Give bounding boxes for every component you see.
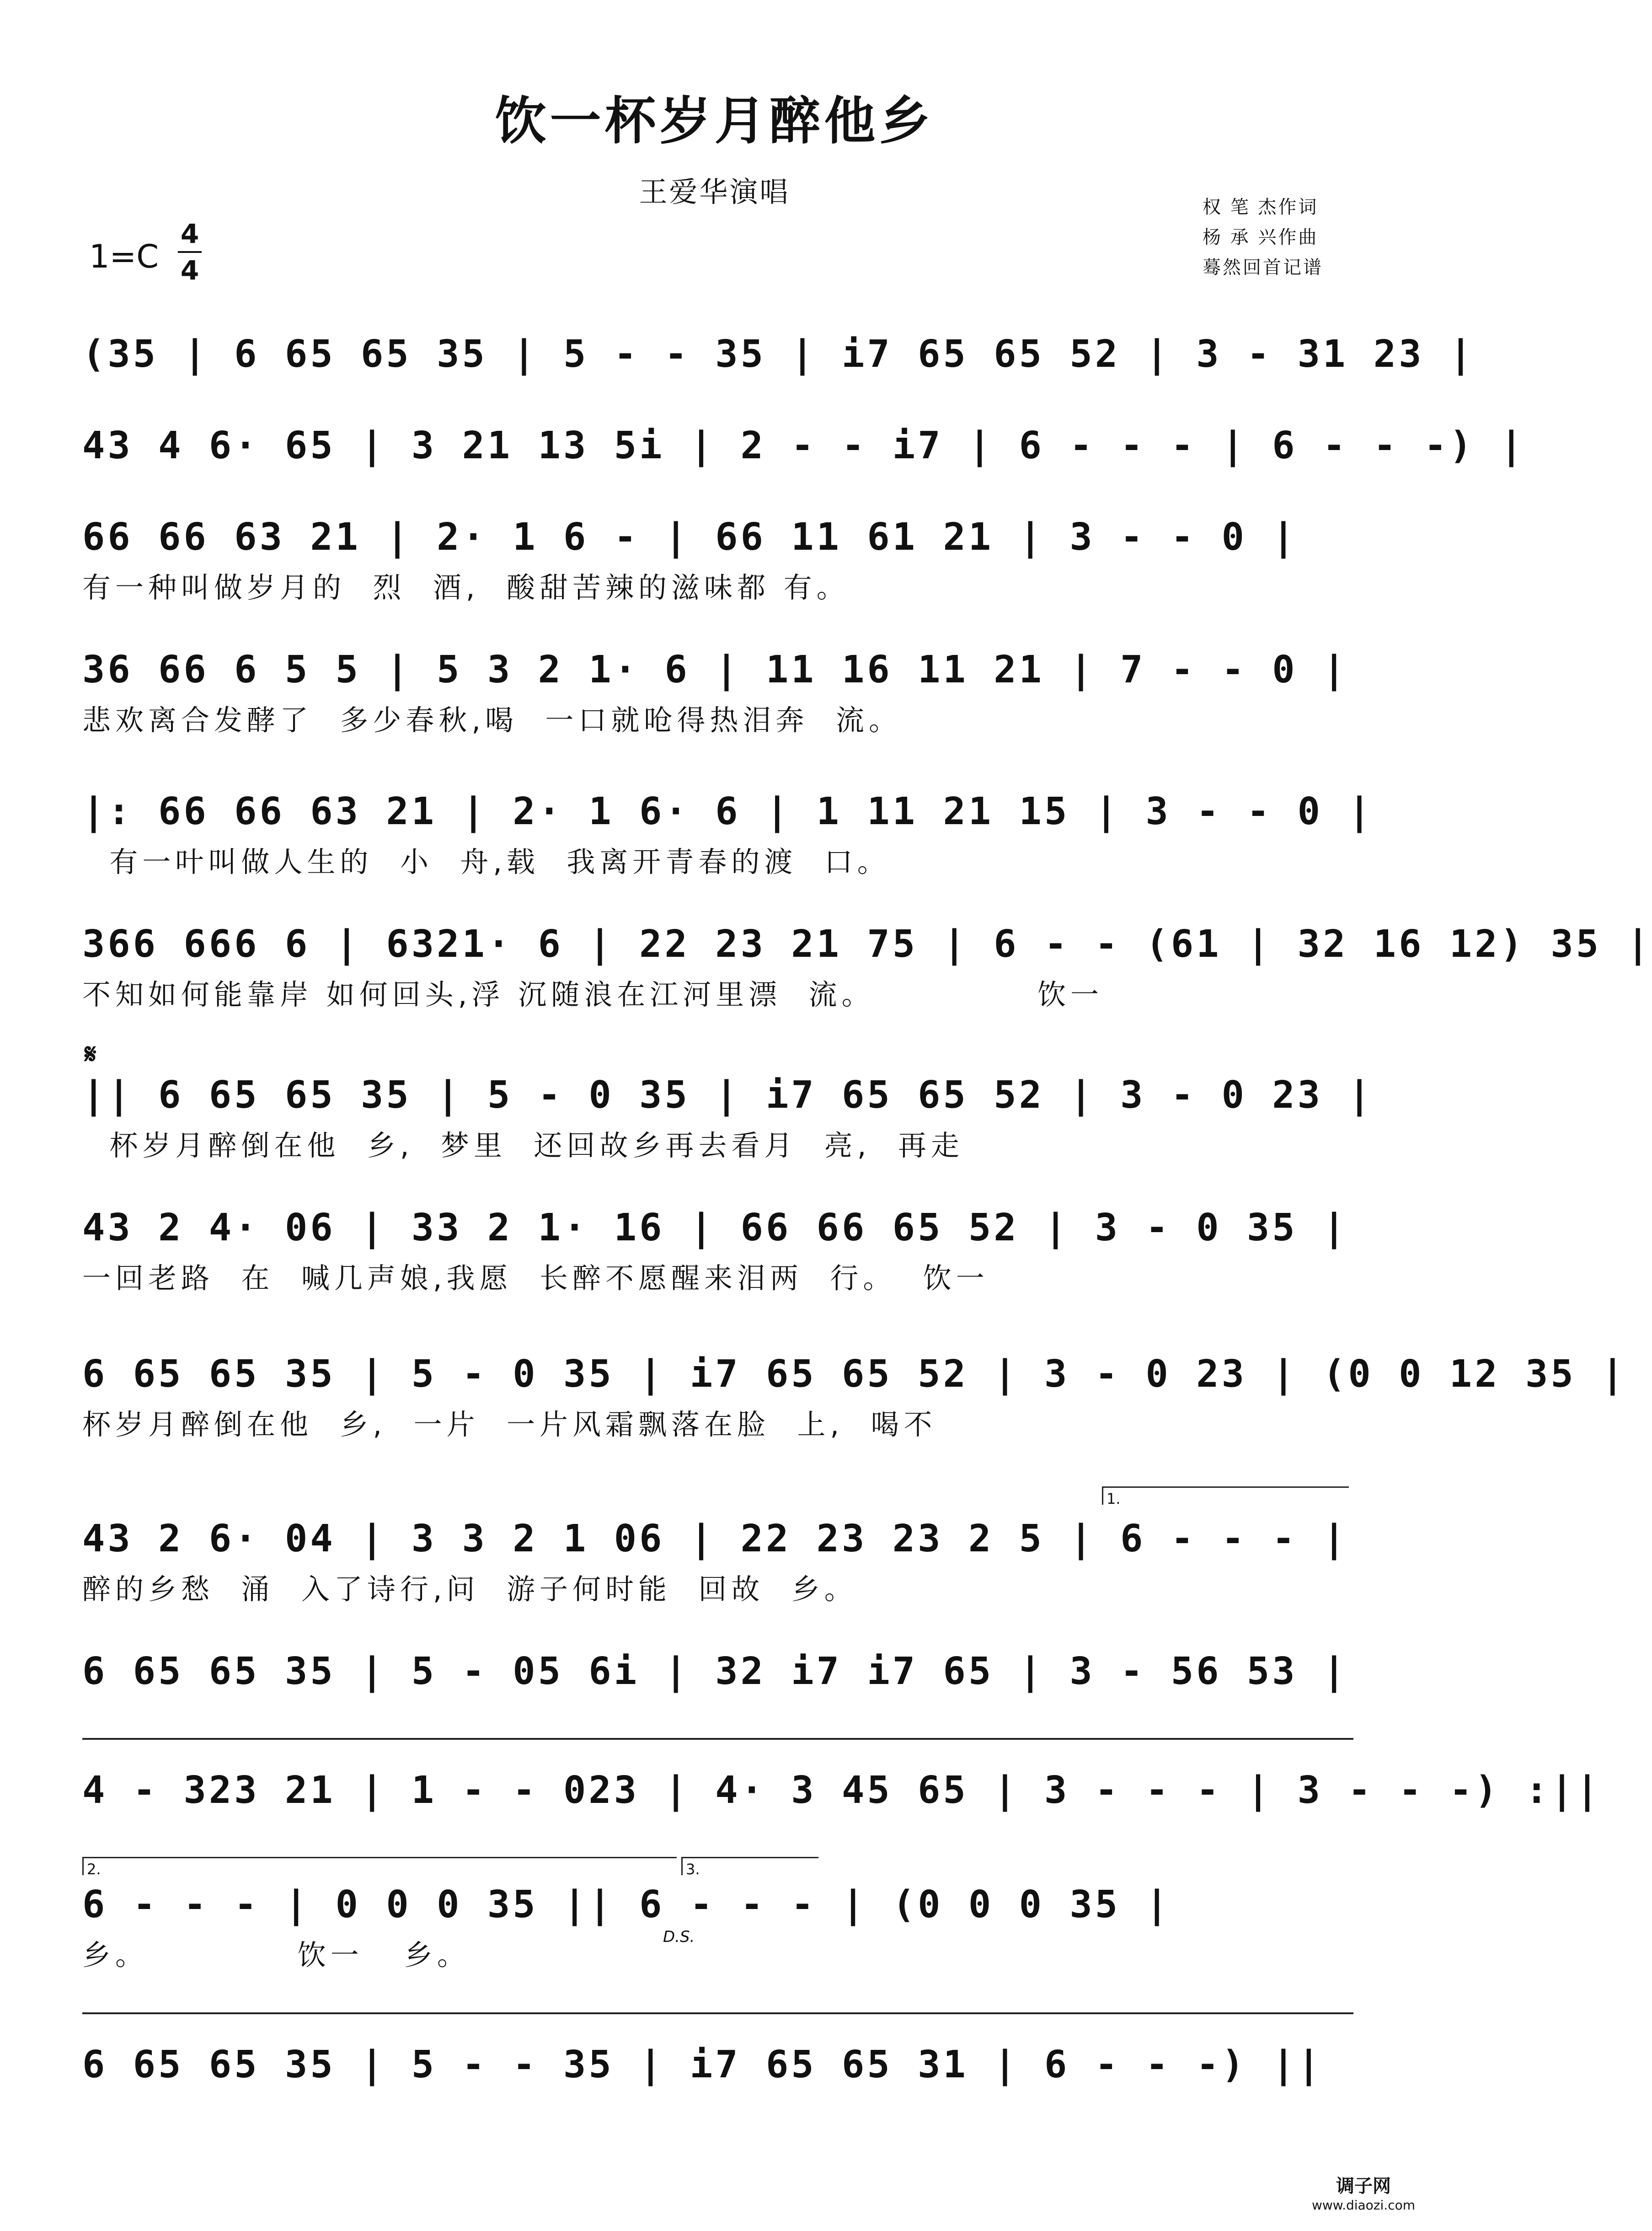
volta-tick <box>681 1857 683 1875</box>
volta-bracket-3 <box>681 1857 818 1878</box>
notes-row-13: 6 - - - | 0 0 0 35 || 6 - - - | (0 0 0 35 | <box>82 1883 1171 1926</box>
volta-bracket-1 <box>1102 1486 1349 1507</box>
site-watermark <box>1312 2172 1415 2213</box>
credit-lyricist: 权 笔 杰作词 <box>1203 197 1319 218</box>
song-subtitle: 王爱华演唱 <box>639 175 790 209</box>
coda-line <box>82 2012 1353 2014</box>
lyrics-row-7: 杯岁月醉倒在他 乡, 梦里 还回故乡再去看月 亮, 再走 <box>82 1129 964 1162</box>
key-signature: 1=C <box>89 238 159 275</box>
notes-row-10: 43 2 6· 04 | 3 3 2 1 06 | 22 23 23 2 5 | 6 - - - | <box>82 1517 1348 1561</box>
ds-mark: D.S. <box>663 1928 695 1946</box>
volta-label-2: 2. <box>87 1861 101 1878</box>
volta-tick <box>1102 1486 1103 1505</box>
song-title: 饮一杯岁月醉他乡 <box>495 91 934 151</box>
notes-row-7: || 6 65 65 35 | 5 - 0 35 | i7 65 65 52 | 3 - 0 23 | <box>82 1073 1374 1117</box>
credit-transcriber: 蓦然回首记谱 <box>1203 257 1323 278</box>
notes-row-11: 6 65 65 35 | 5 - 05 6i | 32 i7 i7 65 | 3 - 56 53 | <box>82 1650 1348 1693</box>
volta-label-1: 1. <box>1107 1490 1121 1507</box>
volta-bracket-2 <box>82 1857 677 1878</box>
notes-row-14: 6 65 65 35 | 5 - - 35 | i7 65 65 31 | 6 - - -) || <box>82 2043 1323 2086</box>
notes-row-4: 36 66 6 5 5 | 5 3 2 1· 6 | 11 16 11 21 | 7 - - 0 | <box>82 648 1348 692</box>
credit-composer: 杨 承 兴作曲 <box>1203 227 1319 248</box>
lyrics-row-4: 悲欢离合发酵了 多少春秋,喝 一口就呛得热泪奔 流。 <box>82 703 902 737</box>
lyrics-row-13: 乡。 饮一 乡。 <box>82 1938 470 1972</box>
watermark-site-name: 调子网 <box>1336 2176 1391 2197</box>
notes-row-1: (35 | 6 65 65 35 | 5 - - 35 | i7 65 65 52 | 3 - 31 23 | <box>82 333 1475 376</box>
notes-row-6: 366 666 6 | 6321· 6 | 22 23 21 75 | 6 - - (61 | 32 16 12) 35 | <box>82 922 1652 966</box>
time-signature-bottom: 4 <box>180 255 199 286</box>
notes-row-12: 4 - 323 21 | 1 - - 023 | 4· 3 45 65 | 3 - - - | 3 - - -) :|| <box>82 1769 1602 1812</box>
notes-row-2: 43 4 6· 65 | 3 21 13 5i | 2 - - i7 | 6 - - - | 6 - - -) | <box>82 424 1525 467</box>
volta-line <box>82 1738 1353 1740</box>
volta-label-3: 3. <box>686 1861 700 1878</box>
lyrics-row-9: 杯岁月醉倒在他 乡, 一片 一片风霜飘落在脸 上, 喝不 <box>82 1408 937 1441</box>
notes-row-9: 6 65 65 35 | 5 - 0 35 | i7 65 65 52 | 3 - 0 23 | (0 0 12 35 | <box>82 1352 1627 1396</box>
lyrics-row-6: 不知如何能靠岸 如何回头,浮 沉随浪在江河里漂 流。 饮一 <box>82 978 1104 1011</box>
notes-row-8: 43 2 4· 06 | 33 2 1· 16 | 66 66 65 52 | 3 - 0 35 | <box>82 1206 1348 1250</box>
watermark-url: www.diaozi.com <box>1311 2198 1415 2213</box>
time-signature <box>176 217 203 287</box>
notes-row-5: |: 66 66 63 21 | 2· 1 6· 6 | 1 11 21 15 | 3 - - 0 | <box>82 790 1374 833</box>
time-signature-top: 4 <box>180 218 199 249</box>
segno-mark: 𝄋 <box>85 1038 96 1070</box>
credits <box>1203 192 1367 283</box>
lyrics-row-10: 醉的乡愁 涌 入了诗行,问 游子何时能 回故 乡。 <box>82 1572 857 1606</box>
lyrics-row-8: 一回老路 在 喊几声娘,我愿 长醉不愿醒来泪两 行。 饮一 <box>82 1261 989 1295</box>
volta-tick <box>82 1857 84 1875</box>
time-signature-line <box>178 251 202 253</box>
lyrics-row-3: 有一种叫做岁月的 烈 酒, 酸甜苦辣的滋味都 有。 <box>82 571 850 604</box>
notes-row-3: 66 66 63 21 | 2· 1 6 - | 66 11 61 21 | 3 - - 0 | <box>82 515 1298 559</box>
lyrics-row-5: 有一叶叫做人生的 小 舟,载 我离开青春的渡 口。 <box>82 845 890 879</box>
